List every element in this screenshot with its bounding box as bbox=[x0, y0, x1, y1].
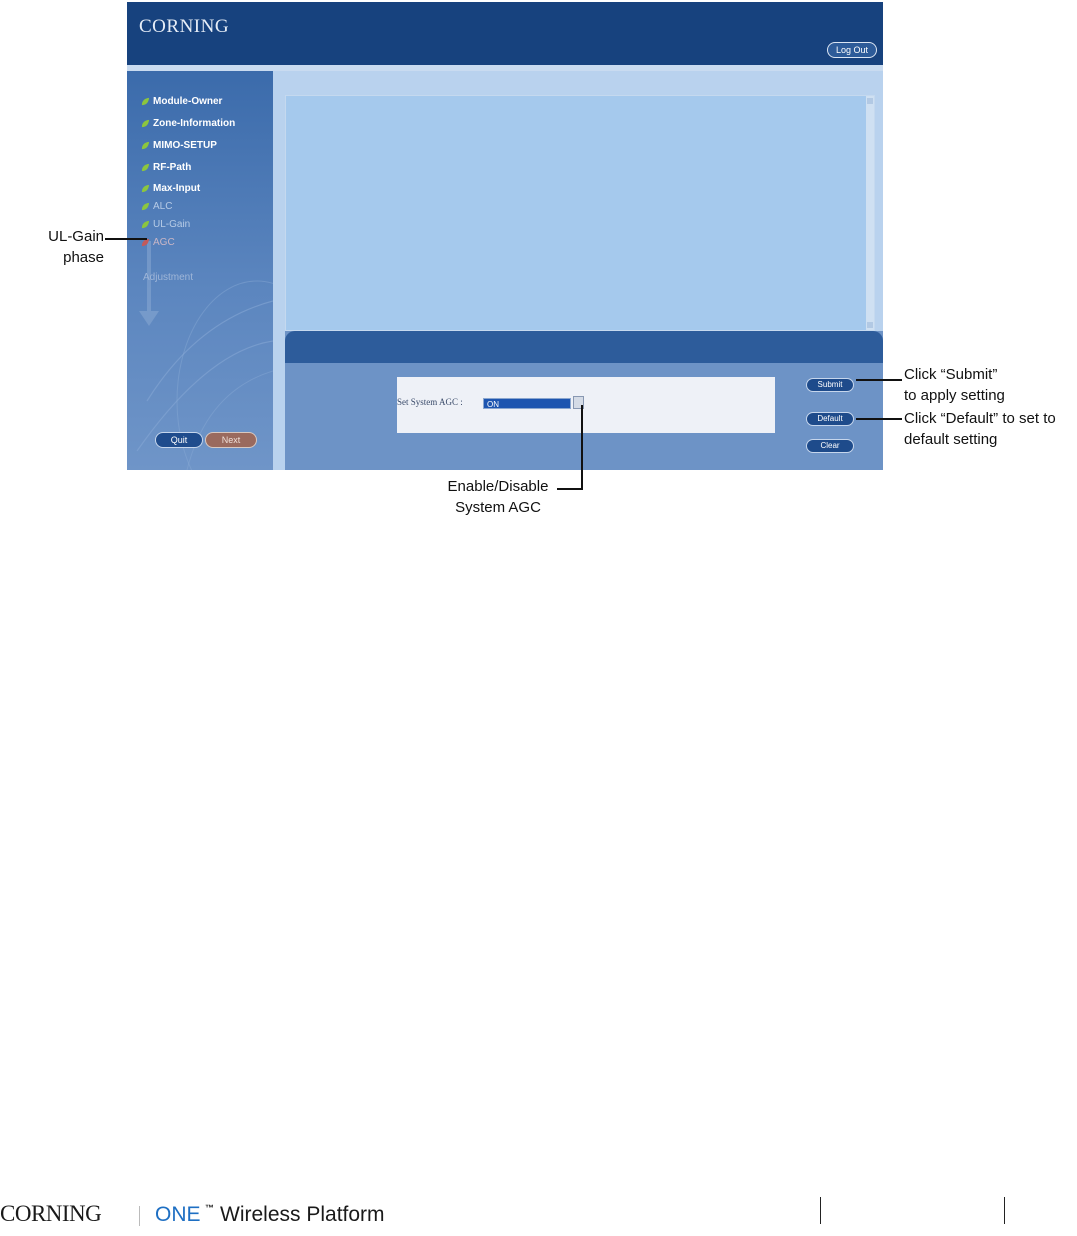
callout-text: to apply setting bbox=[904, 387, 1005, 404]
nav-item-max-input[interactable] bbox=[141, 181, 200, 195]
leaf-icon bbox=[141, 163, 150, 172]
footer-one: ONE bbox=[155, 1203, 201, 1226]
nav-item-alc[interactable] bbox=[141, 199, 172, 213]
leaf-icon bbox=[141, 119, 150, 128]
app-window bbox=[127, 2, 883, 470]
footer-divider bbox=[1004, 1197, 1005, 1224]
system-agc-select[interactable]: ON bbox=[483, 398, 571, 409]
leaf-icon bbox=[141, 220, 150, 229]
nav-item-label: RF-Path bbox=[153, 161, 192, 173]
nav-item-rf-path[interactable] bbox=[141, 160, 191, 174]
nav-item-label: Module-Owner bbox=[153, 95, 223, 107]
footer-trademark: ™ bbox=[205, 1203, 214, 1213]
callout-text: Click “Default” to set to bbox=[904, 410, 1056, 427]
callout-text: phase bbox=[63, 249, 104, 266]
adjustment-label: Adjustment bbox=[143, 272, 194, 283]
submit-button[interactable]: Submit bbox=[806, 378, 854, 392]
sidebar bbox=[127, 71, 273, 470]
callout-text: Enable/Disable bbox=[447, 478, 549, 495]
scroll-down-icon[interactable] bbox=[867, 322, 873, 328]
footer-separator bbox=[139, 1206, 140, 1226]
nav-item-label: ALC bbox=[153, 200, 173, 212]
default-button[interactable]: Default bbox=[806, 412, 854, 426]
callout-default bbox=[904, 408, 1056, 450]
nav-item-ul-gain[interactable] bbox=[141, 217, 190, 231]
callout-text: System AGC bbox=[455, 499, 541, 516]
callout-line bbox=[856, 418, 902, 420]
footer-divider bbox=[820, 1197, 821, 1224]
quit-button[interactable]: Quit bbox=[155, 432, 203, 448]
main-area bbox=[273, 71, 883, 470]
leaf-icon bbox=[141, 184, 150, 193]
panel-title-bar bbox=[285, 331, 883, 363]
nav-item-mimo-setup[interactable] bbox=[141, 138, 217, 152]
leaf-icon bbox=[141, 141, 150, 150]
callout-line bbox=[581, 405, 583, 490]
display-area bbox=[285, 95, 875, 331]
nav-item-label: MIMO-SETUP bbox=[153, 139, 217, 151]
agc-form bbox=[397, 377, 775, 433]
callout-text: default setting bbox=[904, 431, 998, 448]
scroll-up-icon[interactable] bbox=[867, 98, 873, 104]
nav-item-label: UL-Gain bbox=[153, 218, 191, 230]
callout-text: Click “Submit” bbox=[904, 366, 998, 383]
nav-item-label: Max-Input bbox=[153, 182, 201, 194]
leaf-icon bbox=[141, 97, 150, 106]
corning-logo: CORNING bbox=[139, 16, 230, 37]
logout-button[interactable]: Log Out bbox=[827, 42, 877, 58]
leaf-icon bbox=[141, 202, 150, 211]
callout-text: UL-Gain bbox=[48, 228, 104, 245]
callout-ul-gain bbox=[40, 226, 104, 268]
nav-item-module-owner[interactable] bbox=[141, 94, 222, 108]
nav-item-label: Zone-Information bbox=[153, 117, 236, 129]
footer-brand: CORNING bbox=[0, 1201, 102, 1226]
settings-panel bbox=[285, 331, 883, 470]
callout-line bbox=[557, 488, 583, 490]
clear-button[interactable]: Clear bbox=[806, 439, 854, 453]
callout-line bbox=[105, 238, 147, 240]
globe-decoration bbox=[127, 71, 273, 470]
callout-line bbox=[856, 379, 902, 381]
footer-platform: Wireless Platform bbox=[220, 1203, 385, 1226]
callout-agc bbox=[440, 476, 556, 518]
nav-item-label: AGC bbox=[153, 236, 175, 248]
callout-submit bbox=[904, 364, 1005, 406]
scrollbar[interactable] bbox=[866, 96, 874, 330]
nav-item-zone-information[interactable] bbox=[141, 116, 235, 130]
set-system-agc-label: Set System AGC : bbox=[397, 397, 463, 407]
next-button[interactable]: Next bbox=[205, 432, 257, 448]
app-header bbox=[127, 2, 883, 65]
